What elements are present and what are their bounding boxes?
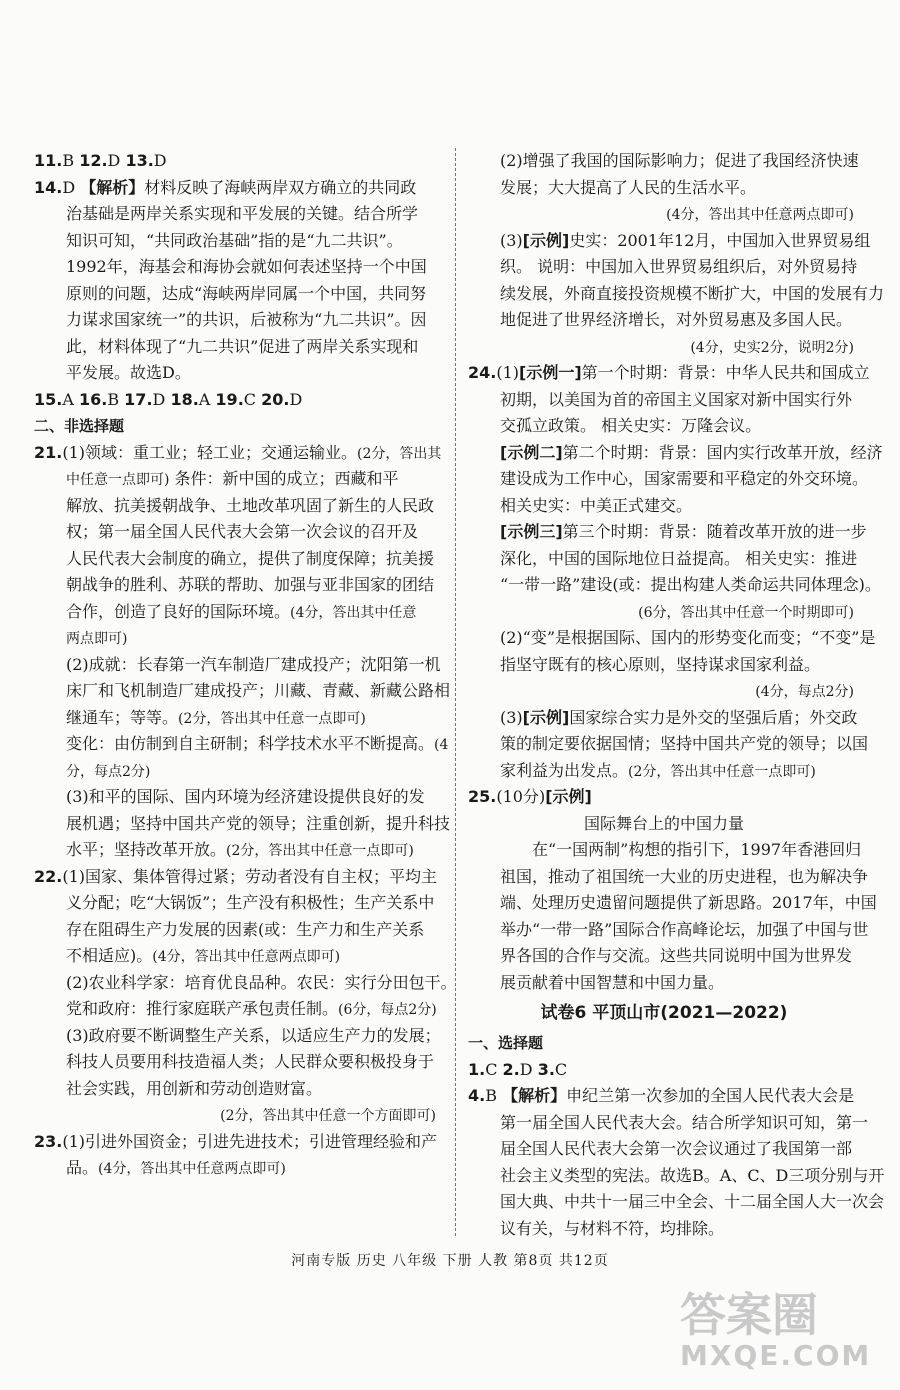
text-span: 深化，中国的国际地位日益提高。 相关史实：推进 <box>500 548 858 568</box>
bold-label: 25. <box>468 787 497 806</box>
text-line <box>468 1163 885 1190</box>
page-footer: 河南专版 历史 八年级 下册 人教 第8页 共12页 <box>291 1253 609 1269</box>
text-span: 相关史实：中美正式建交。 <box>500 495 693 515</box>
text-line <box>468 387 860 414</box>
text-span: 国家综合实力是外交的坚强后盾；外交政 <box>569 707 858 727</box>
bold-label: 4. <box>468 1086 486 1105</box>
text-line <box>34 493 442 520</box>
section-heading <box>34 413 442 440</box>
bold-label: 3. <box>537 1059 555 1079</box>
text-line <box>34 440 442 467</box>
text-line <box>468 307 860 334</box>
bold-label: 【解析】 <box>502 1086 567 1105</box>
text-line <box>34 758 442 785</box>
bold-label: 21. <box>34 442 63 462</box>
text-span: “一带一路”建设(或：提出构建人类命运共同体理念)。 <box>500 575 881 594</box>
text-span: (2分，答出其中任意一点即可) <box>628 763 816 780</box>
text-span: 朝战争的胜利、苏联的帮助、加强与亚非国家的团结 <box>66 575 435 594</box>
text-span: (4分，答出其中任意两点即可) <box>666 207 854 223</box>
text-line <box>34 996 442 1023</box>
column-divider <box>455 148 456 1236</box>
text-line <box>34 1102 442 1129</box>
text-line <box>34 466 442 493</box>
text-line <box>34 1023 442 1050</box>
watermark-logo <box>680 1290 870 1385</box>
text-span: (6分，每点2分) <box>338 1002 437 1018</box>
text-line <box>34 1049 442 1076</box>
text-span: 继通车；等等。 <box>66 707 179 727</box>
bold-label: 1. <box>468 1059 486 1079</box>
text-span: 党和政府：推行家庭联产承包责任制。 <box>66 999 339 1018</box>
text-span: 水平；坚持改革开放。 <box>66 840 227 859</box>
text-line <box>34 546 442 573</box>
text-span: D <box>107 151 126 170</box>
text-span: (10分) <box>496 787 546 806</box>
text-line <box>468 228 871 255</box>
text-span: 国际舞台上的中国力量 <box>583 813 744 833</box>
text-span: 祖国，推动了祖国统一大业的历史进程，也为解决争 <box>500 866 869 886</box>
text-span: 举办“一带一路”国际合作高峰论坛，加强了中国与世 <box>500 919 869 939</box>
text-span: 科技人员要用科技造福人类；人民群众要积极投身于 <box>66 1052 435 1071</box>
text-line <box>468 811 860 838</box>
text-span: 人民代表大会制度的确立，提供了制度保障；抗美援 <box>66 548 435 568</box>
text-span: 不相适应)。 <box>66 946 153 965</box>
text-span: D <box>289 389 303 409</box>
text-span: 变化：由仿制到自主研制；科学技术水平不断提高。 <box>66 734 435 753</box>
text-line <box>468 758 860 785</box>
text-span: (2分，答出其中任意一点即可) <box>226 843 414 859</box>
text-line <box>468 731 869 758</box>
text-line <box>34 652 442 679</box>
text-span: 中任意一点即可) <box>66 472 170 488</box>
text-line <box>468 1110 869 1137</box>
text-span: (4分，每点2分) <box>755 684 854 700</box>
bold-label: 19. <box>215 389 244 409</box>
text-span: 一、选择题 <box>468 1034 544 1052</box>
text-line <box>468 705 860 732</box>
text-span: 建设成为工作中心，国家需要和平稳定的外交环境。 <box>500 469 869 488</box>
text-line <box>468 943 860 970</box>
text-span: A <box>198 389 216 409</box>
text-line <box>468 625 876 652</box>
text-span: 分，每点2分) <box>66 763 151 780</box>
bold-label: 12. <box>79 151 108 170</box>
section-heading <box>468 1030 860 1057</box>
text-span: 合作，创造了良好的国际环境。 <box>66 601 291 621</box>
text-span: 初期，以美国为首的帝国主义国家对新中国实行外 <box>500 389 853 409</box>
text-span: 义分配；吃“大锅饭”；生产没有积极性；生产关系中 <box>66 893 435 912</box>
text-line <box>34 1155 442 1182</box>
text-span: 国大典、中共十一届三中全会、十二届全国人大一次会 <box>500 1192 885 1211</box>
text-line <box>468 360 870 387</box>
text-span: 此，材料体现了“九二共识”促进了两岸关系实现和 <box>66 336 419 356</box>
text-span: 发展；大大提高了人民的生活水平。 <box>500 177 757 197</box>
text-line <box>34 837 442 864</box>
text-line <box>468 678 860 705</box>
text-line <box>468 281 885 308</box>
text-span: (2)农业科学家：培育优良品种。农民：实行分田包干。 <box>66 972 457 992</box>
text-span: (4分，答出其中任意两点即可) <box>152 949 341 965</box>
text-span: (1) <box>496 363 520 382</box>
bold-label: 17. <box>124 389 153 409</box>
bold-label: 23. <box>34 1131 63 1151</box>
text-line <box>468 493 860 520</box>
text-span: 策的制定要依据国情；坚持中国共产党的领导；以国 <box>500 734 869 753</box>
text-line <box>34 360 442 387</box>
text-span: A <box>62 389 79 409</box>
text-span: 社会实践，用创新和劳动创造财富。 <box>66 1078 323 1098</box>
text-span: C <box>554 1059 568 1079</box>
text-line <box>34 148 442 175</box>
bold-label: 14. <box>34 177 63 197</box>
watermark-text-1: 答案圈 <box>680 1288 818 1342</box>
exam-title <box>468 996 860 1030</box>
bold-label: 13. <box>125 151 154 170</box>
text-span: (1)领域：重工业；轻工业；交通运输业。 <box>62 442 358 462</box>
text-line <box>34 970 457 997</box>
text-span: (3)和平的国际、国内环境为经济建设提供良好的发 <box>66 787 425 806</box>
text-span: (2分，答出其中任意一个方面即可) <box>220 1108 436 1124</box>
text-line <box>34 599 442 626</box>
text-span: (3) <box>500 230 523 250</box>
text-line <box>468 864 869 891</box>
text-span: (3) <box>500 707 523 727</box>
text-span: (4 <box>434 737 449 753</box>
text-line <box>468 890 877 917</box>
text-line <box>468 1189 885 1216</box>
text-line <box>34 519 442 546</box>
text-line <box>34 387 442 414</box>
text-span: 品。 <box>66 1158 99 1177</box>
text-span: 第一个时期：背景：中华人民共和国成立 <box>581 363 870 382</box>
text-span: 指坚守既有的核心原则，坚持谋求国家利益。 <box>500 654 821 674</box>
bold-label: 【解析】 <box>80 177 145 197</box>
text-span: 续发展，外商直接投资规模不断扩大，中国的发展有力 <box>500 283 885 303</box>
text-line <box>468 519 867 546</box>
text-span: D <box>62 177 81 197</box>
text-span: (4分，答出其中任意两点即可) <box>98 1161 286 1177</box>
text-line <box>468 254 860 281</box>
text-span: 展贡献着中国智慧和中国力量。 <box>500 972 725 992</box>
text-span: (3)政府要不断调整生产关系，以适应生产力的发展； <box>66 1025 441 1045</box>
text-span: 展机遇；坚持中国共产党的领导；注重创新，提升科技 <box>66 813 451 833</box>
text-span: 议有关，与材料不符，均排除。 <box>500 1218 725 1238</box>
text-span: B <box>485 1086 503 1105</box>
bold-label: [示例三] <box>500 522 563 541</box>
text-span: 条件：新中国的成立；西藏和平 <box>169 469 399 488</box>
text-line <box>468 1083 860 1110</box>
text-span: 届全国人民代表大会第一次会议通过了我国第一部 <box>500 1139 853 1158</box>
text-line <box>468 652 860 679</box>
right-column <box>468 148 885 1242</box>
text-span: B <box>62 151 80 170</box>
text-line <box>468 334 860 361</box>
text-line <box>34 307 442 334</box>
text-span: (2分，答出其中任意一点即可) <box>178 710 366 727</box>
bold-label: 15. <box>34 389 63 409</box>
text-line <box>468 201 860 228</box>
text-line <box>468 148 860 175</box>
text-span: 社会主义类型的宪法。故选B。A、C、D三项分别与开 <box>500 1165 885 1185</box>
text-span: (4分，史实2分，说明2分) <box>690 339 854 356</box>
text-span: 端、处理历史遗留问题提供了新思路。2017年，中国 <box>500 893 877 912</box>
text-span: (2)增强了我国的国际影响力；促进了我国经济快速 <box>500 151 859 170</box>
text-line <box>468 917 869 944</box>
text-span: 力谋求国家统一”的共识，后被称为“九二共识”。因 <box>66 310 427 329</box>
text-line <box>468 1216 860 1243</box>
bold-label: [示例] <box>522 707 570 727</box>
text-span: 1992年，海基会和海协会就如何表述坚持一个中国 <box>66 257 427 276</box>
bold-label: 16. <box>78 389 108 409</box>
text-span: C <box>243 389 262 409</box>
text-line <box>468 175 860 202</box>
text-span: 两点即可) <box>66 631 128 647</box>
text-span: 存在阻碍生产力发展的因素(或：生产力和生产关系 <box>66 919 425 939</box>
text-span: 史实：2001年12月，中国加入世界贸易组 <box>569 230 871 250</box>
text-line <box>468 1057 860 1084</box>
text-span: 原则的问题，达成“海峡两岸同属一个中国，共同努 <box>66 283 427 303</box>
text-line <box>34 201 442 228</box>
text-span: 床厂和飞机制造厂建成投产；川藏、青藏、新藏公路相 <box>66 681 451 700</box>
text-span: 家利益为出发点。 <box>500 760 629 780</box>
text-span: (2)成就：长春第一汽车制造厂建成投产；沈阳第一机 <box>66 654 441 674</box>
text-line <box>468 546 860 573</box>
text-line <box>34 705 442 732</box>
text-span: D <box>153 151 167 170</box>
bold-label: 20. <box>261 389 290 409</box>
text-line <box>34 917 442 944</box>
text-span: 材料反映了海峡两岸双方确立的共同政 <box>144 177 417 197</box>
text-span: 交孤立政策。 相关史实：万隆会议。 <box>500 416 762 435</box>
text-line <box>468 599 860 626</box>
bold-label: [示例一] <box>519 363 582 382</box>
text-line <box>468 1136 860 1163</box>
text-span: 权；第一届全国人民代表大会第一次会议的召开及 <box>66 522 419 541</box>
text-line <box>468 837 860 864</box>
text-line <box>34 784 442 811</box>
left-column <box>34 148 457 1182</box>
text-span: 第二个时期：背景：国内实行改革开放，经济 <box>562 442 883 462</box>
bold-label: 18. <box>170 389 199 409</box>
text-line <box>468 413 860 440</box>
text-span: 知识可知，“共同政治基础”指的是“九二共识”。 <box>66 230 403 250</box>
text-span: 界各国的合作与交流。这些共同说明中国为世界发 <box>500 946 853 965</box>
text-span: (4分，答出其中任意 <box>290 604 417 621</box>
bold-label: [示例二] <box>500 442 563 462</box>
text-line <box>34 1129 442 1156</box>
text-span: B <box>107 389 125 409</box>
bold-label: [示例] <box>545 787 592 806</box>
text-span: 织。 说明：中国加入世界贸易组织后，对外贸易持 <box>500 257 858 276</box>
text-line <box>468 440 883 467</box>
text-line <box>34 1076 442 1103</box>
text-line <box>34 175 442 202</box>
text-span: 第一届全国人民代表大会。结合所学知识可知，第一 <box>500 1112 869 1132</box>
text-line <box>34 281 442 308</box>
text-span: 治基础是两岸关系实现和平发展的关键。结合所学 <box>66 204 419 223</box>
text-span: 试卷6 平顶山市(2021—2022) <box>540 1003 788 1023</box>
text-line <box>468 784 860 811</box>
text-line <box>34 254 442 281</box>
text-span: (1)引进外国资金；引进先进技术；引进管理经验和产 <box>62 1131 438 1151</box>
text-line <box>468 970 860 997</box>
text-line <box>34 625 442 652</box>
text-line <box>34 572 442 599</box>
text-line <box>34 228 442 255</box>
text-line <box>468 572 881 599</box>
text-span: (6分，答出其中任意一个时期即可) <box>638 604 854 621</box>
text-line <box>34 943 442 970</box>
text-span: 二、非选择题 <box>34 417 125 435</box>
text-span: 在“一国两制”构想的指引下，1997年香港回归 <box>532 840 862 859</box>
text-span: D <box>152 389 171 409</box>
text-span: 申纪兰第一次参加的全国人民代表大会是 <box>566 1086 855 1105</box>
text-span: 平发展。故选D。 <box>66 363 191 382</box>
text-span: (2分，答出其 <box>357 445 442 462</box>
bold-label: 24. <box>468 363 497 382</box>
bold-label: [示例] <box>522 230 570 250</box>
text-line <box>34 864 442 891</box>
text-span: 地促进了世界经济增长，对外贸易惠及多国人民。 <box>500 310 853 329</box>
bold-label: 22. <box>34 866 63 886</box>
text-span: (2)“变”是根据国际、国内的形势变化而变；“不变”是 <box>500 628 876 647</box>
text-span: D <box>519 1059 538 1079</box>
text-line <box>34 334 442 361</box>
text-span: 第三个时期：背景：随着改革开放的进一步 <box>562 522 867 541</box>
text-line <box>34 731 449 758</box>
text-span: C <box>485 1059 503 1079</box>
text-line <box>34 890 442 917</box>
text-span: 解放、抗美援朝战争、土地改革巩固了新生的人民政 <box>66 495 435 515</box>
text-span: (1)国家、集体管得过紧；劳动者没有自主权；平均主 <box>62 866 438 886</box>
text-line <box>468 466 869 493</box>
watermark-text-2: MXQE.COM <box>680 1339 872 1372</box>
text-line <box>34 678 451 705</box>
text-line <box>34 811 451 838</box>
bold-label: 11. <box>34 151 63 170</box>
bold-label: 2. <box>502 1059 520 1079</box>
